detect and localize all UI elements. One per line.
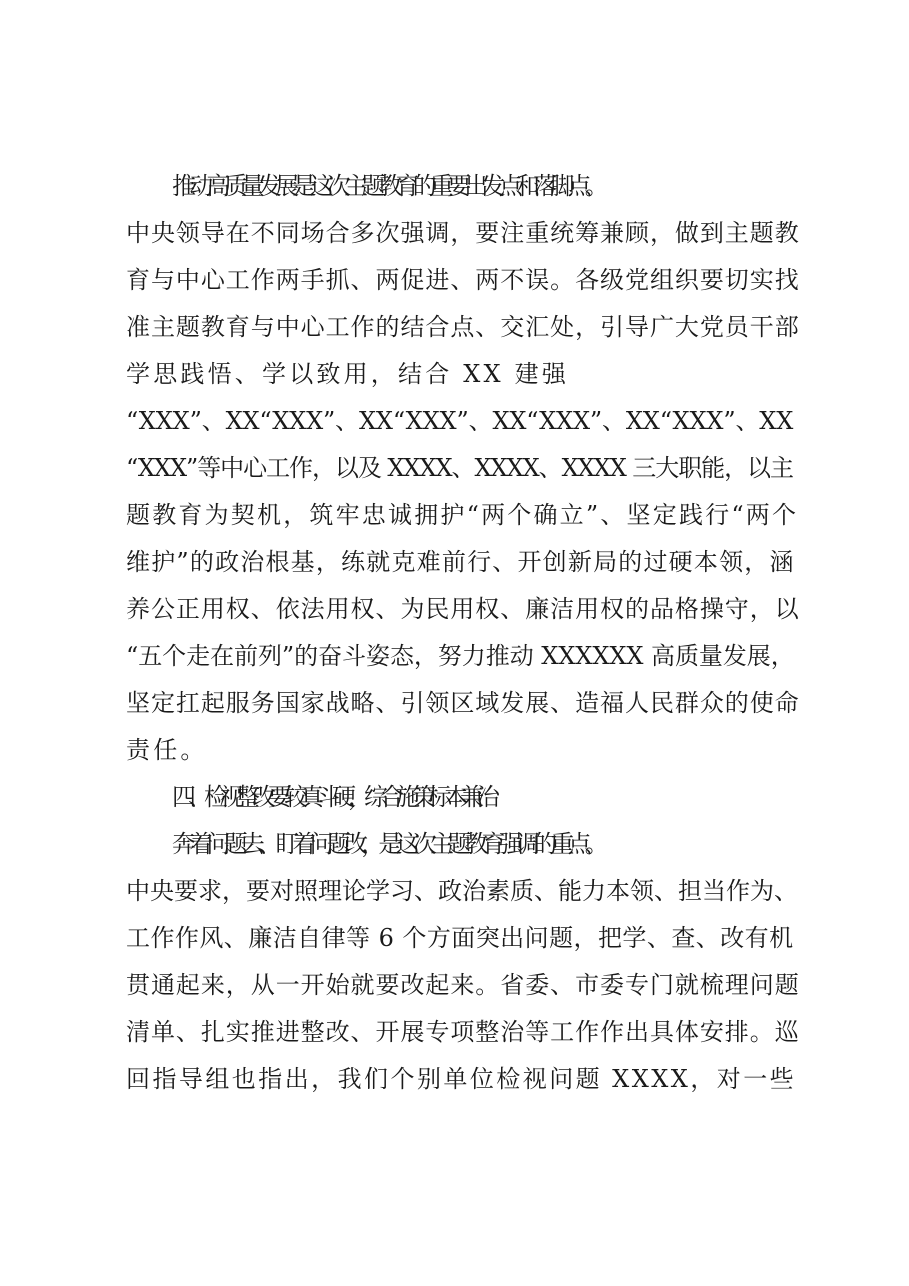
paragraph-line: 中央要求，要对照理论学习、政治素质、能力本领、担当作为、 bbox=[126, 877, 798, 905]
section-heading: 四、检视整改要较真斗硬，综合施策标本兼治 bbox=[172, 783, 492, 811]
paragraph-line: 责任。 bbox=[126, 736, 208, 764]
paragraph-line: 奔着问题去、盯着问题改，是这次主题教育强调的重点。 bbox=[172, 830, 602, 858]
paragraph-line: 回指导组也指出，我们个别单位检视问题 XXXX，对一些 bbox=[126, 1065, 797, 1093]
paragraph-line: 学思践悟、学以致用，结合 XX 建强 bbox=[126, 360, 570, 388]
paragraph-line: 坚定扛起服务国家战略、引领区域发展、造福人民群众的使命 bbox=[126, 689, 800, 717]
paragraph-line: 维护”的政治根基，练就克难前行、开创新局的过硬本领，涵 bbox=[126, 548, 795, 576]
paragraph-line: 清单、扎实推进整改、开展专项整治等工作作出具体安排。巡 bbox=[126, 1018, 800, 1046]
paragraph-line: 育与中心工作两手抓、两促进、两不误。各级党组织要切实找 bbox=[126, 266, 800, 294]
paragraph-line: “XXX”等中心工作，以及 XXXX、XXXX、XXXX 三大职能，以主 bbox=[126, 454, 793, 482]
paragraph-line: “XXX”、XX“XXX”、XX“XXX”、XX“XXX”、XX“XXX”、XX bbox=[126, 407, 794, 435]
paragraph-line: 工作作风、廉洁自律等 6 个方面突出问题，把学、查、改有机 bbox=[126, 924, 794, 952]
paragraph-line: 养公正用权、依法用权、为民用权、廉洁用权的品格操守，以 bbox=[126, 595, 800, 623]
paragraph-line: 题教育为契机，筑牢忠诚拥护“两个确立”、坚定践行“两个 bbox=[126, 501, 799, 529]
paragraph-line: 贯通起来，从一开始就要改起来。省委、市委专门就梳理问题 bbox=[126, 971, 800, 999]
paragraph-line: 准主题教育与中心工作的结合点、交汇处，引导广大党员干部 bbox=[126, 313, 800, 341]
paragraph-line: 中央领导在不同场合多次强调，要注重统筹兼顾，做到主题教 bbox=[126, 219, 800, 247]
paragraph-line: 推动高质量发展是这次主题教育的重要出发点和落脚点。 bbox=[172, 172, 602, 200]
paragraph-line: “五个走在前列”的奋斗姿态，努力推动 XXXXXX 高质量发展， bbox=[126, 642, 795, 670]
